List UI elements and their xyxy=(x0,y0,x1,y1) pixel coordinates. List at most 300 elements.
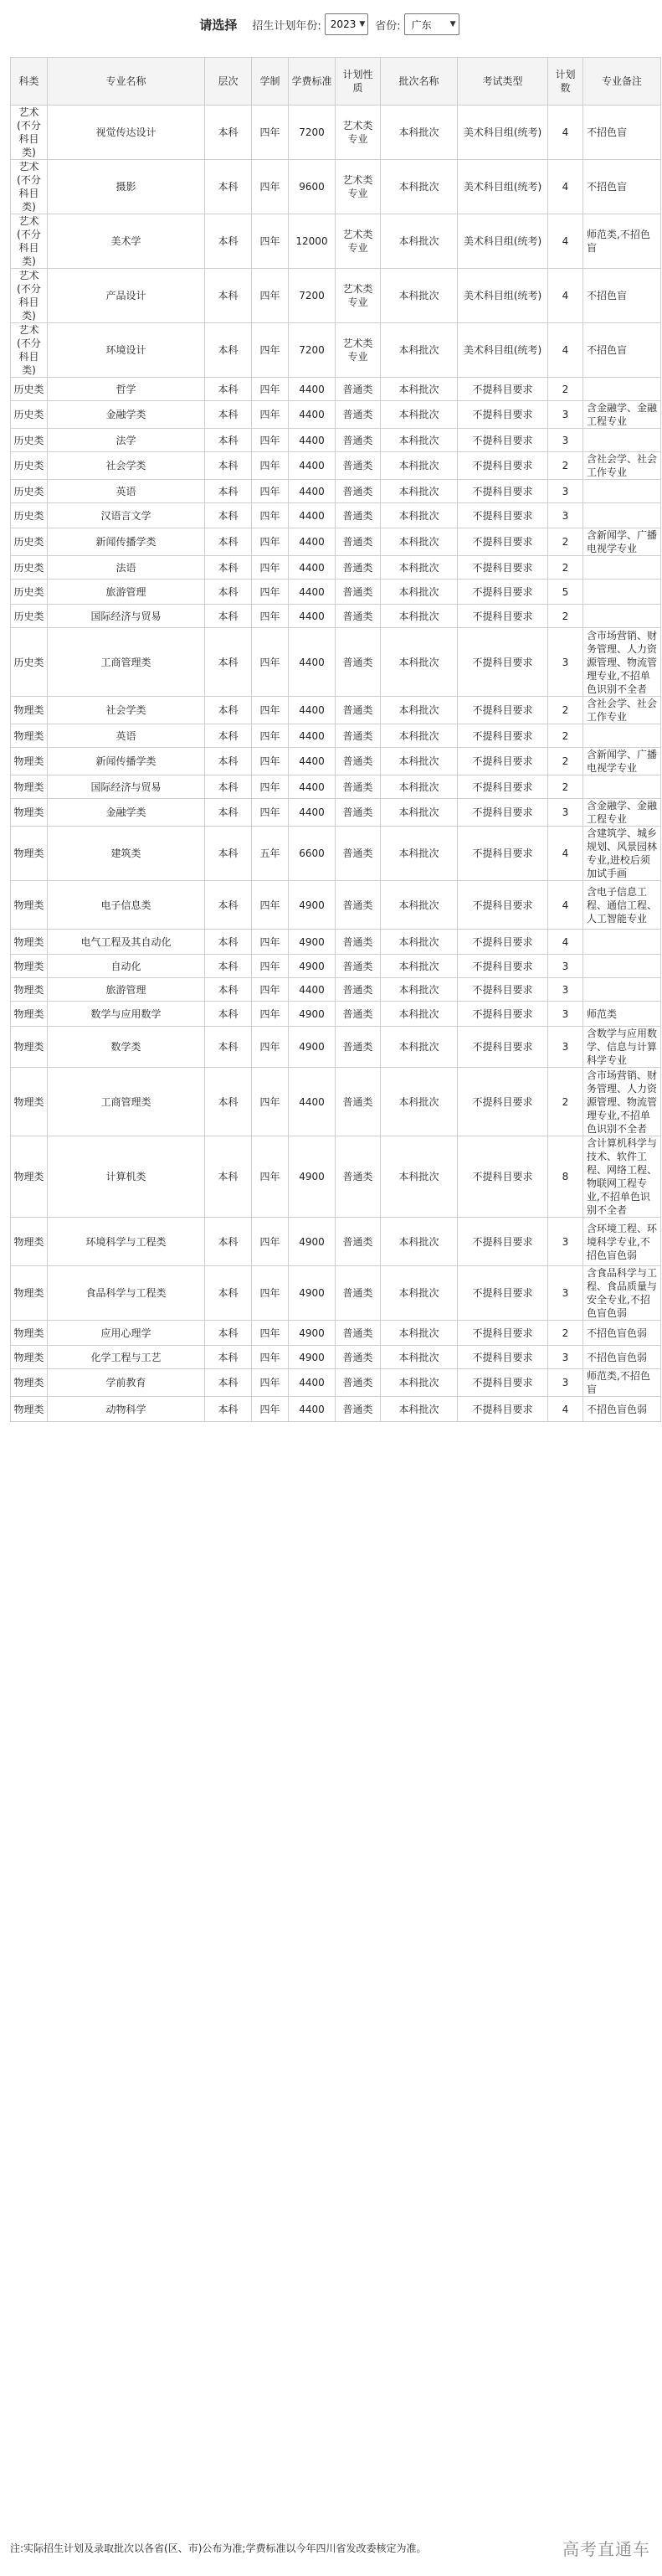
plan-type-cell: 普通类 xyxy=(336,556,381,580)
remark-cell: 不招色盲 xyxy=(583,160,661,214)
plan-type-cell: 普通类 xyxy=(336,1346,381,1369)
category-cell: 物理类 xyxy=(11,1397,48,1422)
plan-count-cell: 3 xyxy=(548,480,583,503)
table-row xyxy=(11,827,661,881)
major-cell: 环境科学与工程类 xyxy=(48,1218,205,1266)
remark-cell: 含金融学、金融工程专业 xyxy=(583,401,661,429)
exam-type-cell: 不提科目要求 xyxy=(458,605,548,628)
tuition-cell: 4900 xyxy=(289,955,336,978)
tuition-cell: 4400 xyxy=(289,978,336,1002)
exam-type-cell: 不提科目要求 xyxy=(458,1068,548,1136)
tuition-cell: 4400 xyxy=(289,452,336,480)
plan-count-cell: 2 xyxy=(548,556,583,580)
plan-count-cell: 5 xyxy=(548,580,583,605)
remark-cell: 师范类,不招色盲 xyxy=(583,214,661,269)
remark-cell: 含市场营销、财务管理、人力资源管理、物流管理专业,不招单色识别不全者 xyxy=(583,628,661,697)
major-cell: 法学 xyxy=(48,429,205,452)
year-label: 招生计划年份: xyxy=(252,19,321,33)
batch-cell: 本科批次 xyxy=(381,1218,458,1266)
remark-cell: 不招色盲 xyxy=(583,323,661,378)
table-row xyxy=(11,605,661,628)
batch-cell: 本科批次 xyxy=(381,269,458,323)
exam-type-cell: 美术科目组(统考) xyxy=(458,323,548,378)
year-select-value: 2023 xyxy=(330,18,357,30)
duration-cell: 四年 xyxy=(252,1002,289,1027)
tuition-cell: 4900 xyxy=(289,930,336,955)
exam-type-cell: 不提科目要求 xyxy=(458,775,548,799)
level-cell: 本科 xyxy=(205,1218,252,1266)
level-cell: 本科 xyxy=(205,955,252,978)
batch-cell: 本科批次 xyxy=(381,799,458,827)
plan-type-cell: 普通类 xyxy=(336,1397,381,1422)
duration-cell: 四年 xyxy=(252,480,289,503)
duration-cell: 四年 xyxy=(252,528,289,556)
remark-cell: 师范类,不招色盲 xyxy=(583,1369,661,1397)
table-row xyxy=(11,452,661,480)
remark-cell: 含金融学、金融工程专业 xyxy=(583,799,661,827)
category-cell: 艺术(不分科目类) xyxy=(11,214,48,269)
table-row xyxy=(11,401,661,429)
major-cell: 计算机类 xyxy=(48,1136,205,1218)
level-cell: 本科 xyxy=(205,605,252,628)
tuition-cell: 4400 xyxy=(289,528,336,556)
plan-count-cell: 2 xyxy=(548,748,583,775)
major-cell: 学前教育 xyxy=(48,1369,205,1397)
batch-cell: 本科批次 xyxy=(381,1027,458,1068)
remark-cell: 含市场营销、财务管理、人力资源管理、物流管理专业,不招单色识别不全者 xyxy=(583,1068,661,1136)
remark-cell xyxy=(583,556,661,580)
table-row xyxy=(11,1346,661,1369)
category-cell: 物理类 xyxy=(11,748,48,775)
remark-cell: 含数学与应用数学、信息与计算科学专业 xyxy=(583,1027,661,1068)
batch-cell: 本科批次 xyxy=(381,1068,458,1136)
plan-count-cell: 2 xyxy=(548,775,583,799)
table-row xyxy=(11,748,661,775)
plan-type-cell: 普通类 xyxy=(336,628,381,697)
plan-count-cell: 4 xyxy=(548,827,583,881)
duration-cell: 四年 xyxy=(252,160,289,214)
level-cell: 本科 xyxy=(205,978,252,1002)
duration-cell: 四年 xyxy=(252,1027,289,1068)
major-cell: 工商管理类 xyxy=(48,1068,205,1136)
plan-type-cell: 普通类 xyxy=(336,1369,381,1397)
major-cell: 视觉传达设计 xyxy=(48,106,205,160)
duration-cell: 四年 xyxy=(252,1321,289,1346)
remark-cell: 含社会学、社会工作专业 xyxy=(583,452,661,480)
duration-cell: 四年 xyxy=(252,452,289,480)
remark-cell: 含食品科学与工程、食品质量与安全专业,不招色盲色弱 xyxy=(583,1266,661,1321)
tuition-cell: 4400 xyxy=(289,628,336,697)
level-cell: 本科 xyxy=(205,580,252,605)
table-row xyxy=(11,503,661,528)
batch-cell: 本科批次 xyxy=(381,1002,458,1027)
major-cell: 汉语言文学 xyxy=(48,503,205,528)
batch-cell: 本科批次 xyxy=(381,401,458,429)
level-cell: 本科 xyxy=(205,724,252,748)
plan-count-cell: 3 xyxy=(548,978,583,1002)
category-cell: 物理类 xyxy=(11,1346,48,1369)
batch-cell: 本科批次 xyxy=(381,323,458,378)
enrollment-plan-table xyxy=(10,57,661,1422)
province-select-value: 广东 xyxy=(411,18,432,31)
plan-type-cell: 普通类 xyxy=(336,955,381,978)
tuition-cell: 4900 xyxy=(289,881,336,930)
table-row xyxy=(11,429,661,452)
category-cell: 历史类 xyxy=(11,378,48,401)
table-row xyxy=(11,480,661,503)
plan-count-cell: 8 xyxy=(548,1136,583,1218)
table-row xyxy=(11,269,661,323)
exam-type-cell: 不提科目要求 xyxy=(458,401,548,429)
batch-cell: 本科批次 xyxy=(381,160,458,214)
category-cell: 历史类 xyxy=(11,452,48,480)
plan-count-cell: 4 xyxy=(548,269,583,323)
plan-count-cell: 4 xyxy=(548,930,583,955)
plan-count-cell: 4 xyxy=(548,214,583,269)
remark-cell xyxy=(583,605,661,628)
major-cell: 新闻传播学类 xyxy=(48,748,205,775)
category-cell: 物理类 xyxy=(11,1321,48,1346)
tuition-cell: 7200 xyxy=(289,323,336,378)
filter-title: 请选择 xyxy=(199,17,238,33)
category-cell: 历史类 xyxy=(11,628,48,697)
plan-count-cell: 3 xyxy=(548,1369,583,1397)
tuition-cell: 7200 xyxy=(289,106,336,160)
major-cell: 旅游管理 xyxy=(48,580,205,605)
remark-cell: 含社会学、社会工作专业 xyxy=(583,697,661,724)
plan-type-cell: 普通类 xyxy=(336,580,381,605)
plan-type-cell: 普通类 xyxy=(336,1218,381,1266)
exam-type-cell: 不提科目要求 xyxy=(458,1369,548,1397)
category-cell: 物理类 xyxy=(11,955,48,978)
tuition-cell: 4400 xyxy=(289,1369,336,1397)
plan-type-cell: 普通类 xyxy=(336,748,381,775)
tuition-cell: 4900 xyxy=(289,1266,336,1321)
category-cell: 历史类 xyxy=(11,480,48,503)
duration-cell: 四年 xyxy=(252,881,289,930)
duration-cell: 四年 xyxy=(252,401,289,429)
level-cell: 本科 xyxy=(205,106,252,160)
table-row xyxy=(11,697,661,724)
plan-type-cell: 普通类 xyxy=(336,799,381,827)
major-cell: 新闻传播学类 xyxy=(48,528,205,556)
major-cell: 社会学类 xyxy=(48,697,205,724)
major-cell: 应用心理学 xyxy=(48,1321,205,1346)
plan-count-cell: 3 xyxy=(548,1346,583,1369)
plan-count-cell: 3 xyxy=(548,429,583,452)
major-cell: 社会学类 xyxy=(48,452,205,480)
table-row xyxy=(11,724,661,748)
exam-type-cell: 不提科目要求 xyxy=(458,1136,548,1218)
exam-type-cell: 美术科目组(统考) xyxy=(458,160,548,214)
duration-cell: 四年 xyxy=(252,1397,289,1422)
plan-type-cell: 普通类 xyxy=(336,1002,381,1027)
table-row xyxy=(11,1027,661,1068)
table-row xyxy=(11,1266,661,1321)
plan-count-cell: 4 xyxy=(548,1397,583,1422)
batch-cell: 本科批次 xyxy=(381,881,458,930)
table-row xyxy=(11,799,661,827)
exam-type-cell: 不提科目要求 xyxy=(458,748,548,775)
table-row xyxy=(11,775,661,799)
major-cell: 电气工程及其自动化 xyxy=(48,930,205,955)
level-cell: 本科 xyxy=(205,1068,252,1136)
tuition-cell: 9600 xyxy=(289,160,336,214)
plan-type-cell: 普通类 xyxy=(336,978,381,1002)
level-cell: 本科 xyxy=(205,628,252,697)
batch-cell: 本科批次 xyxy=(381,106,458,160)
batch-cell: 本科批次 xyxy=(381,1136,458,1218)
exam-type-cell: 不提科目要求 xyxy=(458,503,548,528)
major-cell: 环境设计 xyxy=(48,323,205,378)
remark-cell: 不招色盲 xyxy=(583,106,661,160)
level-cell: 本科 xyxy=(205,1027,252,1068)
major-cell: 数学与应用数学 xyxy=(48,1002,205,1027)
exam-type-cell: 不提科目要求 xyxy=(458,697,548,724)
tuition-cell: 4900 xyxy=(289,1002,336,1027)
batch-cell: 本科批次 xyxy=(381,480,458,503)
major-cell: 化学工程与工艺 xyxy=(48,1346,205,1369)
plan-type-cell: 普通类 xyxy=(336,1027,381,1068)
col-remark: 专业备注 xyxy=(583,58,661,106)
col-exam-type: 考试类型 xyxy=(458,58,548,106)
major-cell: 国际经济与贸易 xyxy=(48,775,205,799)
province-select[interactable] xyxy=(404,13,459,35)
category-cell: 物理类 xyxy=(11,775,48,799)
remark-cell: 含环境工程、环境科学专业,不招色盲色弱 xyxy=(583,1218,661,1266)
tuition-cell: 4400 xyxy=(289,799,336,827)
plan-type-cell: 普通类 xyxy=(336,1321,381,1346)
table-row xyxy=(11,556,661,580)
exam-type-cell: 不提科目要求 xyxy=(458,580,548,605)
category-cell: 历史类 xyxy=(11,556,48,580)
plan-type-cell: 普通类 xyxy=(336,930,381,955)
category-cell: 历史类 xyxy=(11,580,48,605)
plan-type-cell: 普通类 xyxy=(336,452,381,480)
remark-cell xyxy=(583,480,661,503)
remark-cell xyxy=(583,978,661,1002)
level-cell: 本科 xyxy=(205,827,252,881)
duration-cell: 四年 xyxy=(252,1218,289,1266)
tuition-cell: 4400 xyxy=(289,480,336,503)
plan-count-cell: 3 xyxy=(548,1002,583,1027)
plan-count-cell: 2 xyxy=(548,605,583,628)
col-plan-type: 计划性质 xyxy=(336,58,381,106)
table-row xyxy=(11,1218,661,1266)
col-batch: 批次名称 xyxy=(381,58,458,106)
col-plan-count: 计划数 xyxy=(548,58,583,106)
batch-cell: 本科批次 xyxy=(381,429,458,452)
plan-count-cell: 2 xyxy=(548,1068,583,1136)
batch-cell: 本科批次 xyxy=(381,605,458,628)
tuition-cell: 4400 xyxy=(289,1397,336,1422)
level-cell: 本科 xyxy=(205,452,252,480)
batch-cell: 本科批次 xyxy=(381,1369,458,1397)
level-cell: 本科 xyxy=(205,503,252,528)
remark-cell xyxy=(583,378,661,401)
plan-count-cell: 4 xyxy=(548,323,583,378)
major-cell: 摄影 xyxy=(48,160,205,214)
level-cell: 本科 xyxy=(205,1369,252,1397)
watermark: 高考直通车 xyxy=(562,2539,650,2559)
category-cell: 历史类 xyxy=(11,401,48,429)
major-cell: 哲学 xyxy=(48,378,205,401)
tuition-cell: 4400 xyxy=(289,748,336,775)
remark-cell: 含电子信息工程、通信工程、人工智能专业 xyxy=(583,881,661,930)
level-cell: 本科 xyxy=(205,269,252,323)
tuition-cell: 4400 xyxy=(289,378,336,401)
tuition-cell: 4400 xyxy=(289,697,336,724)
level-cell: 本科 xyxy=(205,697,252,724)
remark-cell xyxy=(583,955,661,978)
duration-cell: 四年 xyxy=(252,1369,289,1397)
plan-type-cell: 普通类 xyxy=(336,605,381,628)
duration-cell: 四年 xyxy=(252,930,289,955)
level-cell: 本科 xyxy=(205,1321,252,1346)
major-cell: 电子信息类 xyxy=(48,881,205,930)
remark-cell xyxy=(583,429,661,452)
plan-count-cell: 3 xyxy=(548,799,583,827)
level-cell: 本科 xyxy=(205,1346,252,1369)
major-cell: 工商管理类 xyxy=(48,628,205,697)
plan-count-cell: 4 xyxy=(548,881,583,930)
level-cell: 本科 xyxy=(205,748,252,775)
plan-type-cell: 普通类 xyxy=(336,775,381,799)
category-cell: 物理类 xyxy=(11,1002,48,1027)
col-duration: 学制 xyxy=(252,58,289,106)
level-cell: 本科 xyxy=(205,930,252,955)
table-row xyxy=(11,978,661,1002)
category-cell: 历史类 xyxy=(11,503,48,528)
table-row xyxy=(11,1136,661,1218)
duration-cell: 五年 xyxy=(252,827,289,881)
table-header-row xyxy=(11,58,661,106)
plan-type-cell: 普通类 xyxy=(336,1068,381,1136)
plan-count-cell: 3 xyxy=(548,401,583,429)
major-cell: 英语 xyxy=(48,724,205,748)
duration-cell: 四年 xyxy=(252,556,289,580)
duration-cell: 四年 xyxy=(252,503,289,528)
duration-cell: 四年 xyxy=(252,697,289,724)
category-cell: 历史类 xyxy=(11,605,48,628)
table-row xyxy=(11,955,661,978)
table-row xyxy=(11,528,661,556)
tuition-cell: 12000 xyxy=(289,214,336,269)
plan-type-cell: 普通类 xyxy=(336,1266,381,1321)
exam-type-cell: 不提科目要求 xyxy=(458,1002,548,1027)
duration-cell: 四年 xyxy=(252,429,289,452)
level-cell: 本科 xyxy=(205,214,252,269)
plan-type-cell: 艺术类专业 xyxy=(336,269,381,323)
plan-type-cell: 艺术类专业 xyxy=(336,160,381,214)
tuition-cell: 4400 xyxy=(289,605,336,628)
major-cell: 美术学 xyxy=(48,214,205,269)
footnote: 注:实际招生计划及录取批次以各省(区、市)公布为准;学费标准以今年四川省发改委核定为准。 xyxy=(10,2543,427,2554)
level-cell: 本科 xyxy=(205,799,252,827)
duration-cell: 四年 xyxy=(252,1136,289,1218)
major-cell: 旅游管理 xyxy=(48,978,205,1002)
remark-cell xyxy=(583,724,661,748)
exam-type-cell: 美术科目组(统考) xyxy=(458,269,548,323)
table-row xyxy=(11,1002,661,1027)
tuition-cell: 4400 xyxy=(289,503,336,528)
remark-cell: 师范类 xyxy=(583,1002,661,1027)
category-cell: 艺术(不分科目类) xyxy=(11,323,48,378)
category-cell: 物理类 xyxy=(11,697,48,724)
table-row xyxy=(11,881,661,930)
plan-count-cell: 3 xyxy=(548,955,583,978)
remark-cell: 含计算机科学与技术、软件工程、网络工程、物联网工程专业,不招单色识别不全者 xyxy=(583,1136,661,1218)
table-row xyxy=(11,106,661,160)
tuition-cell: 4400 xyxy=(289,1068,336,1136)
batch-cell: 本科批次 xyxy=(381,214,458,269)
major-cell: 法语 xyxy=(48,556,205,580)
tuition-cell: 4400 xyxy=(289,429,336,452)
exam-type-cell: 不提科目要求 xyxy=(458,1397,548,1422)
level-cell: 本科 xyxy=(205,429,252,452)
plan-type-cell: 普通类 xyxy=(336,724,381,748)
level-cell: 本科 xyxy=(205,556,252,580)
category-cell: 物理类 xyxy=(11,799,48,827)
duration-cell: 四年 xyxy=(252,323,289,378)
plan-type-cell: 艺术类专业 xyxy=(336,106,381,160)
plan-count-cell: 3 xyxy=(548,1027,583,1068)
category-cell: 历史类 xyxy=(11,528,48,556)
level-cell: 本科 xyxy=(205,775,252,799)
remark-cell: 不招色盲色弱 xyxy=(583,1397,661,1422)
year-select[interactable] xyxy=(325,13,368,35)
tuition-cell: 4400 xyxy=(289,724,336,748)
exam-type-cell: 美术科目组(统考) xyxy=(458,106,548,160)
remark-cell: 不招色盲 xyxy=(583,269,661,323)
plan-count-cell: 3 xyxy=(548,1218,583,1266)
level-cell: 本科 xyxy=(205,1397,252,1422)
category-cell: 物理类 xyxy=(11,1068,48,1136)
exam-type-cell: 不提科目要求 xyxy=(458,978,548,1002)
table-row xyxy=(11,1397,661,1422)
batch-cell: 本科批次 xyxy=(381,748,458,775)
category-cell: 物理类 xyxy=(11,1136,48,1218)
plan-type-cell: 普通类 xyxy=(336,697,381,724)
exam-type-cell: 不提科目要求 xyxy=(458,955,548,978)
tuition-cell: 4400 xyxy=(289,580,336,605)
batch-cell: 本科批次 xyxy=(381,724,458,748)
duration-cell: 四年 xyxy=(252,269,289,323)
plan-count-cell: 3 xyxy=(548,1266,583,1321)
plan-count-cell: 2 xyxy=(548,378,583,401)
major-cell: 自动化 xyxy=(48,955,205,978)
remark-cell xyxy=(583,930,661,955)
level-cell: 本科 xyxy=(205,160,252,214)
exam-type-cell: 不提科目要求 xyxy=(458,628,548,697)
duration-cell: 四年 xyxy=(252,799,289,827)
col-major: 专业名称 xyxy=(48,58,205,106)
level-cell: 本科 xyxy=(205,480,252,503)
batch-cell: 本科批次 xyxy=(381,628,458,697)
plan-count-cell: 2 xyxy=(548,452,583,480)
duration-cell: 四年 xyxy=(252,1266,289,1321)
plan-count-cell: 2 xyxy=(548,1321,583,1346)
level-cell: 本科 xyxy=(205,1002,252,1027)
tuition-cell: 4400 xyxy=(289,775,336,799)
plan-type-cell: 普通类 xyxy=(336,827,381,881)
col-tuition: 学费标准 xyxy=(289,58,336,106)
plan-type-cell: 普通类 xyxy=(336,378,381,401)
duration-cell: 四年 xyxy=(252,955,289,978)
table-row xyxy=(11,378,661,401)
batch-cell: 本科批次 xyxy=(381,378,458,401)
major-cell: 建筑类 xyxy=(48,827,205,881)
